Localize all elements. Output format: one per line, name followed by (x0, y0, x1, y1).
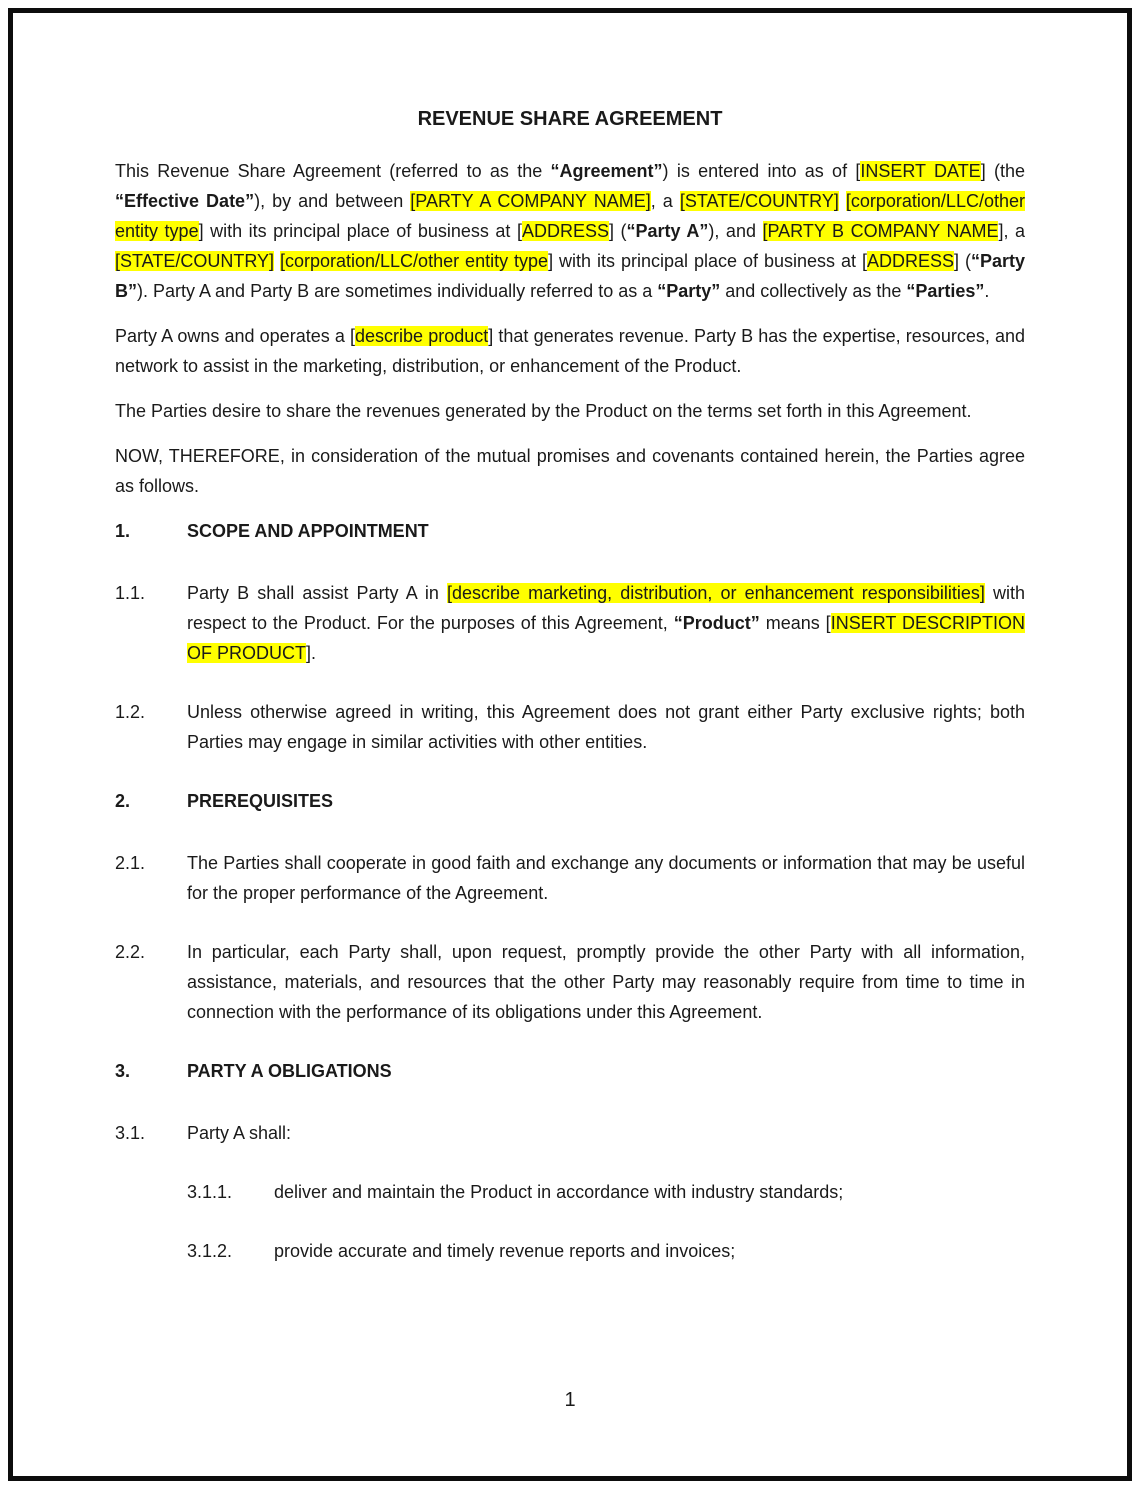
text-segment: ), by and between (254, 191, 411, 211)
text-segment: ] ( (954, 251, 971, 271)
clause-text (187, 1118, 1025, 1148)
clause-number: 3.1.1. (187, 1182, 233, 1202)
text-segment: ] (the (980, 161, 1026, 181)
text-segment: Unless otherwise agreed in writing, this Agreement does not grant either Party exclusive rights; both Parties may engage in similar activities with other entities. (187, 702, 1025, 752)
clause-number: 3. (115, 1061, 131, 1081)
clause (187, 1177, 1025, 1207)
highlighted-placeholder: ADDRESS (521, 221, 609, 241)
text-segment: Party A owns and operates a [ (115, 326, 356, 346)
clause (115, 578, 1025, 668)
clause-number: 2.1. (115, 853, 146, 873)
text-segment: The Parties desire to share the revenues generated by the Product on the terms set forth in this Agreement. (115, 401, 972, 421)
highlighted-placeholder: [PARTY B COMPANY NAME (762, 221, 999, 241)
text-segment: NOW, THEREFORE, in consideration of the mutual promises and covenants contained herein, the Parties agree as follows. (115, 446, 1025, 496)
text-segment: ], a (998, 221, 1026, 241)
clause-number: 1.1. (115, 583, 146, 603)
paragraph (115, 156, 1025, 306)
text-segment: ), and (708, 221, 763, 241)
document-page (115, 104, 1025, 1295)
text-segment: Party B shall assist Party A in (187, 583, 447, 603)
highlighted-placeholder: [STATE/COUNTRY] (115, 251, 275, 271)
text-segment: ) is entered into as of [ (662, 161, 861, 181)
highlighted-placeholder: ADDRESS (866, 251, 954, 271)
text-segment: ). Party A and Party B are sometimes individually referred to as a (137, 281, 658, 301)
section-heading (115, 516, 1025, 546)
highlighted-placeholder: [corporation/LLC/other entity type (279, 251, 549, 271)
text-segment (839, 191, 846, 211)
highlighted-placeholder: describe product (355, 326, 489, 346)
clause-text (187, 848, 1025, 908)
text-segment: “Parties” (906, 281, 985, 301)
section-heading-text: PREREQUISITES (187, 791, 334, 811)
text-segment: ] with its principal place of business at [ (198, 221, 522, 241)
paragraph (115, 396, 1025, 426)
clause-number: 2.2. (115, 942, 146, 962)
document-title: REVENUE SHARE AGREEMENT (417, 108, 723, 130)
text-segment: “Party B” (115, 251, 1025, 301)
text-segment: “Party A” (626, 221, 709, 241)
text-segment: ] with its principal place of business at [ (548, 251, 867, 271)
clause-number: 3.1.2. (187, 1241, 233, 1261)
clause (187, 1236, 1025, 1266)
paragraph (115, 441, 1025, 501)
highlighted-placeholder: [describe marketing, distribution, or enhancement responsibilities] (446, 583, 985, 603)
clause-number: 1. (115, 521, 131, 541)
text-segment: “Agreement” (550, 161, 663, 181)
clause-text (187, 697, 1025, 757)
section-heading-text: PARTY A OBLIGATIONS (187, 1061, 392, 1081)
text-segment: with respect to the Product. For the purposes of this Agreement, (187, 583, 1025, 633)
clause (115, 937, 1025, 1027)
text-segment: and collectively as the (720, 281, 907, 301)
text-segment: ]. (306, 643, 317, 663)
clause (115, 1118, 1025, 1148)
section-heading (115, 786, 1025, 816)
text-segment: “Effective Date” (115, 191, 255, 211)
text-segment: ] that generates revenue. Party B has the expertise, resources, and network to assist in the marketing, distribution, or enhancement of the Product. (115, 326, 1026, 376)
section-heading (115, 1056, 1025, 1086)
text-segment: ] ( (608, 221, 627, 241)
text-segment: . (984, 281, 990, 301)
highlighted-placeholder: INSERT DATE (860, 161, 981, 181)
text-segment: “Product” (673, 613, 760, 633)
clause-text (274, 1236, 1025, 1266)
text-segment: Party A shall: (187, 1123, 292, 1143)
clause-text (187, 937, 1025, 1027)
document-body (115, 156, 1025, 1266)
text-segment: The Parties shall cooperate in good faith and exchange any documents or information that may be useful for the proper performance of the Agreement. (187, 853, 1025, 903)
text-segment: In particular, each Party shall, upon request, promptly provide the other Party with all information, assistance, materials, and resources that the other Party may reasonably require from time to time in connection with the performance of its obligations under this Agreement. (187, 942, 1025, 1022)
clause (115, 697, 1025, 757)
text-segment: provide accurate and timely revenue reports and invoices; (274, 1241, 736, 1261)
text-segment: “Party” (657, 281, 721, 301)
highlighted-placeholder: [PARTY A COMPANY NAME] (410, 191, 651, 211)
text-segment: deliver and maintain the Product in accordance with industry standards; (274, 1182, 844, 1202)
paragraph (115, 321, 1025, 381)
section-heading-text: SCOPE AND APPOINTMENT (187, 521, 429, 541)
text-segment: This Revenue Share Agreement (referred to as the (115, 161, 551, 181)
clause-number: 3.1. (115, 1123, 146, 1143)
clause-number: 2. (115, 791, 131, 811)
clause-number: 1.2. (115, 702, 146, 722)
text-segment: means [ (759, 613, 831, 633)
page-number: 1 (564, 1389, 576, 1411)
highlighted-placeholder: INSERT DESCRIPTION OF PRODUCT (187, 613, 1026, 663)
clause (115, 848, 1025, 908)
text-segment: , a (650, 191, 680, 211)
clause-text (187, 578, 1025, 668)
highlighted-placeholder: [corporation/LLC/other entity type (115, 191, 1025, 241)
highlighted-placeholder: [STATE/COUNTRY] (679, 191, 839, 211)
clause-text (274, 1177, 1025, 1207)
